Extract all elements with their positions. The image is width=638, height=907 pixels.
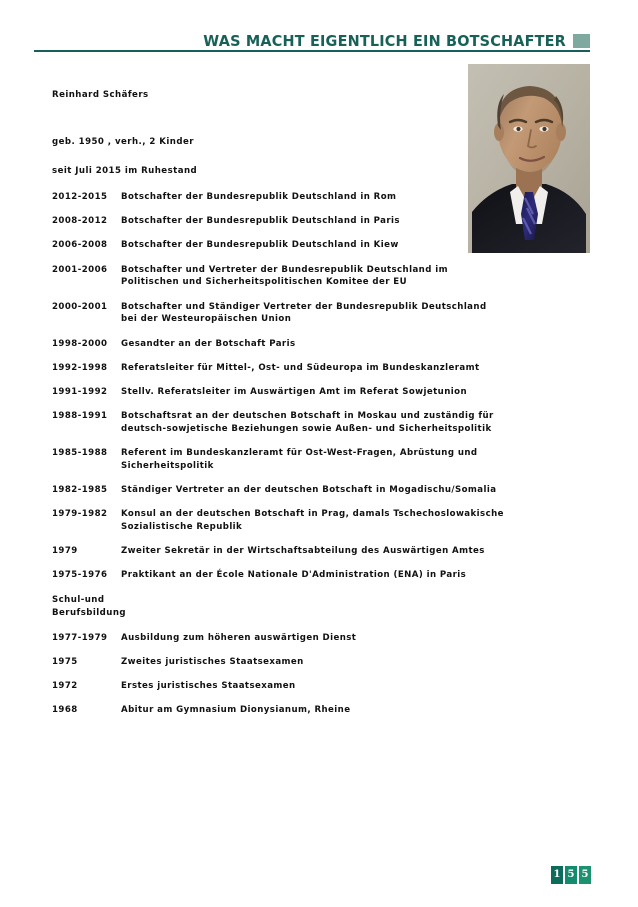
- cv-entry-date: 2006-2008: [52, 240, 108, 251]
- cv-entry-description-line: Referatsleiter für Mittel-, Ost- und Südeuropa im Bundeskanzleramt: [121, 362, 480, 373]
- page-title: WAS MACHT EIGENTLICH EIN BOTSCHAFTER: [203, 31, 566, 50]
- cv-entry-description-line: deutsch-sowjetische Beziehungen sowie Außen- und Sicherheitspolitik: [121, 423, 492, 434]
- cv-entry-row: [52, 632, 562, 645]
- cv-entry-description-line: bei der Westeuropäischen Union: [121, 314, 292, 325]
- cv-entry-date: 1979: [52, 546, 78, 557]
- cv-entry-description: [121, 301, 562, 326]
- cv-entry-date: 1992-1998: [52, 362, 108, 373]
- cv-entry-row: [52, 508, 562, 533]
- cv-entry-description-line: Botschaftsrat an der deutschen Botschaft in Moskau und zuständig für: [121, 411, 494, 422]
- cv-entry-row: [52, 191, 562, 204]
- cv-entry-description-line: Ständiger Vertreter an der deutschen Botschaft in Mogadischu/Somalia: [121, 485, 497, 496]
- cv-entry-row: [52, 447, 562, 472]
- cv-entry-row: [52, 215, 562, 228]
- cv-entry-description: [121, 191, 562, 204]
- cv-entry-date: 2008-2012: [52, 216, 108, 227]
- header-divider-rule: [34, 50, 590, 52]
- cv-entry-description: [121, 680, 562, 693]
- education-section-heading: [52, 594, 562, 620]
- person-name: Reinhard Schäfers: [52, 90, 149, 100]
- cv-entry-date: 1988-1991: [52, 411, 108, 422]
- cv-entry-list: [52, 191, 562, 729]
- cv-entry-date: 1972: [52, 681, 78, 692]
- cv-entry-description-line: Zweiter Sekretär in der Wirtschaftsabteilung des Auswärtigen Amtes: [121, 546, 485, 557]
- person-status: seit Juli 2015 im Ruhestand: [52, 166, 198, 176]
- education-heading-line2: Berufsbildung: [52, 607, 127, 618]
- cv-entry-description-line: Zweites juristisches Staatsexamen: [121, 657, 304, 667]
- cv-entry-date: 1998-2000: [52, 338, 108, 349]
- cv-entry-description: [121, 362, 562, 375]
- cv-entry-description: [121, 569, 562, 582]
- cv-entry-row: [52, 484, 562, 497]
- cv-entry-date: 1991-1992: [52, 386, 108, 397]
- cv-entry-row: [52, 545, 562, 558]
- cv-entry-row: [52, 410, 562, 435]
- cv-entry-description-line: Botschafter der Bundesrepublik Deutschland in Kiew: [121, 240, 399, 251]
- cv-entry-row: [52, 386, 562, 399]
- cv-entry-description: [121, 215, 562, 228]
- cv-entry-description-line: Sozialistische Republik: [121, 522, 243, 532]
- cv-entry-description: [121, 239, 562, 252]
- cv-entry-date: 1985-1988: [52, 448, 108, 459]
- cv-entry-description: [121, 484, 562, 497]
- page-number-digit: 5: [565, 866, 577, 884]
- cv-entry-description-line: Stellv. Referatsleiter im Auswärtigen Amt im Referat Sowjetunion: [121, 386, 467, 397]
- page-number-digit: 5: [579, 866, 591, 884]
- cv-entry-date: 1975-1976: [52, 570, 108, 581]
- cv-entry-description-line: Erstes juristisches Staatsexamen: [121, 681, 296, 692]
- cv-entry-description-line: Botschafter der Bundesrepublik Deutschland in Paris: [121, 216, 400, 227]
- cv-entry-description: [121, 338, 562, 351]
- cv-entry-description-line: Botschafter und Ständiger Vertreter der Bundesrepublik Deutschland: [121, 301, 487, 312]
- cv-entry-row: [52, 338, 562, 351]
- cv-entry-date: 2000-2001: [52, 301, 108, 312]
- cv-entry-description-line: Referent im Bundeskanzleramt für Ost-West-Fragen, Abrüstung und: [121, 448, 478, 459]
- cv-entry-description: [121, 508, 562, 533]
- cv-entry-date: 1977-1979: [52, 632, 108, 643]
- person-personal-details: geb. 1950 , verh., 2 Kinder: [52, 137, 194, 147]
- page-number-badge: [551, 866, 591, 884]
- cv-entry-description: [121, 264, 562, 289]
- cv-entry-description-line: Praktikant an der École Nationale D'Administration (ENA) in Paris: [121, 570, 467, 581]
- cv-entry-description-line: Gesandter an der Botschaft Paris: [121, 338, 296, 349]
- cv-entry-description: [121, 632, 562, 645]
- cv-entry-date: 2001-2006: [52, 264, 108, 275]
- cv-entry-description-line: Konsul an der deutschen Botschaft in Prag, damals Tschechoslowakische: [121, 509, 504, 520]
- cv-entry-date: 1982-1985: [52, 485, 108, 496]
- cv-entry-row: [52, 362, 562, 375]
- cv-entry-description: [121, 447, 562, 472]
- cv-entry-row: [52, 239, 562, 252]
- cv-entry-description-line: Botschafter und Vertreter der Bundesrepublik Deutschland im: [121, 264, 448, 275]
- cv-entry-description-line: Botschafter der Bundesrepublik Deutschland in Rom: [121, 192, 397, 202]
- cv-entry-row: [52, 264, 562, 289]
- header-accent-square: [573, 34, 590, 48]
- cv-entry-description: [121, 386, 562, 399]
- cv-entry-row: [52, 680, 562, 693]
- cv-entry-description-line: Sicherheitspolitik: [121, 460, 214, 471]
- cv-entry-row: [52, 569, 562, 582]
- cv-entry-row: [52, 301, 562, 326]
- cv-entry-date: 1975: [52, 657, 78, 667]
- cv-entry-date: 1968: [52, 705, 78, 716]
- cv-entry-date: 2012-2015: [52, 192, 108, 202]
- cv-entry-row: [52, 656, 562, 669]
- cv-entry-description: [121, 545, 562, 558]
- cv-entry-description: [121, 704, 562, 717]
- cv-entry-date: 1979-1982: [52, 509, 108, 520]
- education-entries-group: [52, 632, 562, 717]
- cv-entry-description-line: Politischen und Sicherheitspolitischen Komitee der EU: [121, 277, 407, 288]
- cv-entry-description-line: Abitur am Gymnasium Dionysianum, Rheine: [121, 705, 351, 716]
- page-number-digit: 1: [551, 866, 563, 884]
- cv-entry-description: [121, 656, 562, 669]
- cv-entry-description-line: Ausbildung zum höheren auswärtigen Dienst: [121, 632, 357, 643]
- education-heading-line1: Schul-und: [52, 594, 105, 605]
- cv-entry-description: [121, 410, 562, 435]
- page-header: [34, 24, 590, 52]
- career-entries-group: [52, 191, 562, 582]
- cv-entry-row: [52, 704, 562, 717]
